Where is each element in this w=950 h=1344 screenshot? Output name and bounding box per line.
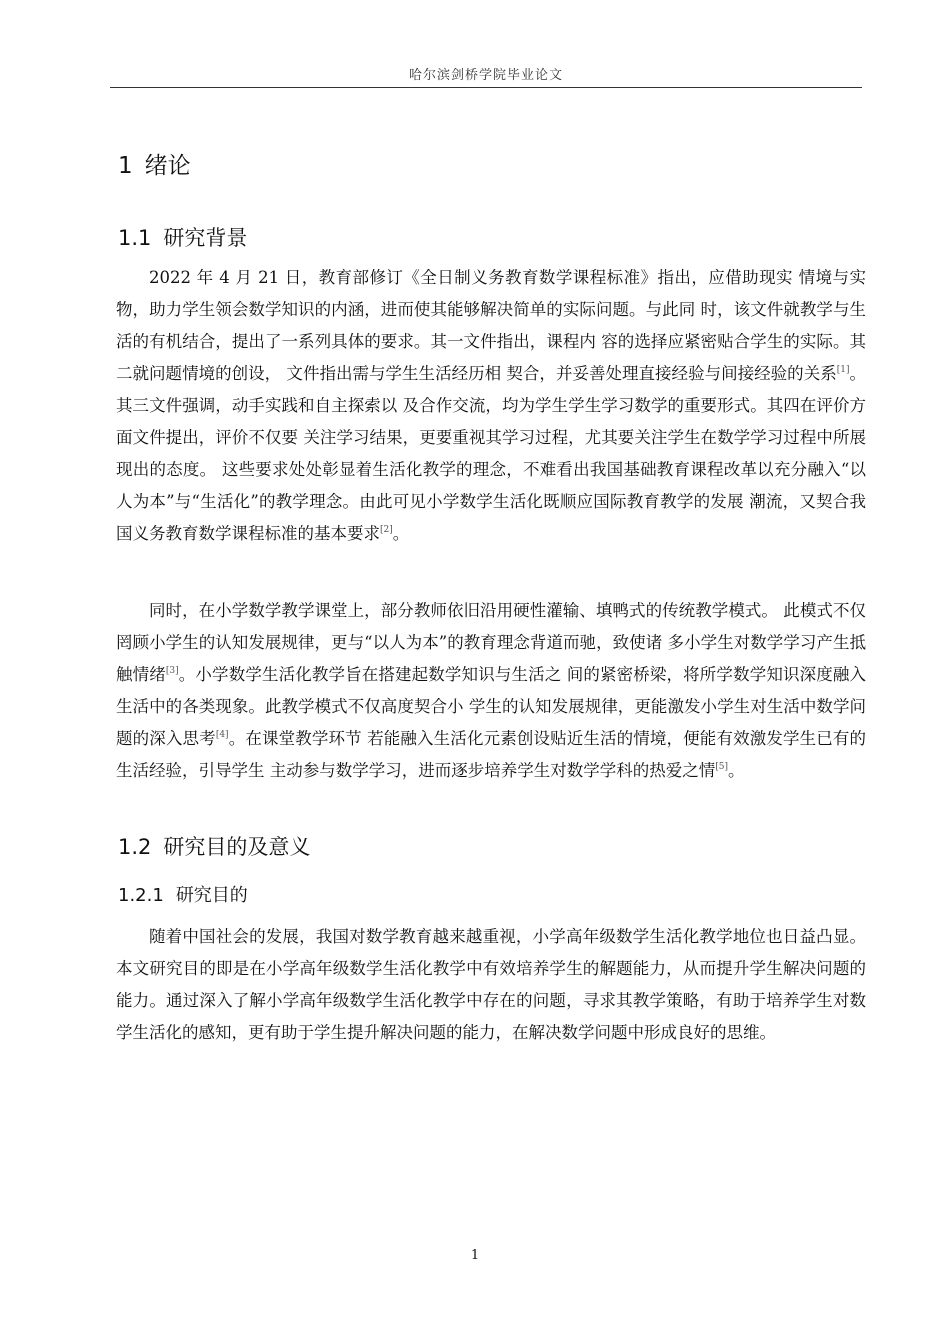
header-divider <box>110 87 862 88</box>
citation-ref: [3] <box>165 666 179 676</box>
chapter-heading <box>118 147 191 180</box>
section-heading-1-1 <box>118 222 247 252</box>
citation-ref: [1] <box>836 365 850 375</box>
purpose-paragraph: 随着中国社会的发展，我国对数学教育越来越重视，小学高年级数学生活化教学地位也日益凸显。本文研究目的即是在小学高年级数学生活化教学中有效培养学生的解题能力，从而提升学生解决问题的能力。通过深入了解小学高年级数学生活化教学中存在的问题，寻求其教学策略，有助于培养学生对数学生活化的感知，更有助于学生提升解决问题的能力，在解决数学问题中形成良好的思维。 <box>116 927 866 1042</box>
section-title: 研究目的及意义 <box>163 835 311 859</box>
section-number: 1.2 <box>118 835 152 859</box>
page-number: 1 <box>470 1248 480 1263</box>
para-text: 。在课堂教学环节 若能融入生活化元素创设贴近生活的情境，便能有效激发学生已有的生活经验，引导学生 主动参与数学学习，进而逐步培养学生对数学学科的热爱之情 <box>116 729 867 780</box>
citation-ref: [2] <box>380 525 393 535</box>
chapter-number: 1 <box>118 153 133 179</box>
para-text: 。其三文件强调，动手实践和自主探索以 及合作交流，均为学生学生学习数学的重要形式。其四在评价方面文件提出，评价不仅要 关注学习结果，更要重视其学习过程，尤其要关注学生在数学学习过程中所展现出的态度。 这些要求处处彰显着生活化教学的理念，不难看出我国基础教育课程改革以充分融入“以 人为本”与“生活化”的教学理念。由此可见小学数学生活化既顺应国际教育教学的发展 潮流，又契合我国义务教育数学课程标准的基本要求 <box>116 364 867 543</box>
para-text: 。 <box>728 761 745 780</box>
section-title: 研究背景 <box>163 226 248 250</box>
subsection-heading-1-2-1 <box>118 881 248 907</box>
para-text: 2022 年 4 月 21 日，教育部修订《全日制义务教育数学课程标准》指出，应借助现实 情境与实物，助力学生领会数学知识的内涵，进而使其能够解决简单的实际问题。与此同 时，该文件就教学与生活的有机结合，提出了一系列具体的要求。其一文件指出，课程内 容的选择应紧密贴合学生的实际。其二就问题情境的创设， 文件指出需与学生生活经历相 契合，并妥善处理直接经验与间接经验的关系 <box>116 268 866 383</box>
citation-ref: [5] <box>715 762 728 772</box>
subsection-number: 1.2.1 <box>118 885 164 906</box>
para-text: 同时，在小学数学教学课堂上，部分教师依旧沿用硬性灌输、填鸭式的传统教学模式。 此模式不仅罔顾小学生的认知发展规律，更与“以人为本”的教育理念背道而驰，致使诸 多小学生对数学学习产生抵触情绪 <box>116 601 866 684</box>
para-text: 。小学数学生活化教学旨在搭建起数学知识与生活之 间的紧密桥梁，将所学数学知识深度融入生活中的各类现象。此教学模式不仅高度契合小 学生的认知发展规律，更能激发小学生对生活中数学问题的深入思考 <box>116 665 867 748</box>
chapter-title: 绪论 <box>144 153 191 179</box>
background-paragraph-2 <box>116 595 866 787</box>
section-heading-1-2 <box>118 831 310 861</box>
section-number: 1.1 <box>118 226 152 250</box>
para-text: 。 <box>392 524 410 543</box>
background-paragraph-1 <box>116 262 866 550</box>
subsection-title: 研究目的 <box>175 885 248 906</box>
citation-ref: [4] <box>215 730 229 740</box>
page-header: 哈尔滨剑桥学院毕业论文 <box>408 68 563 83</box>
